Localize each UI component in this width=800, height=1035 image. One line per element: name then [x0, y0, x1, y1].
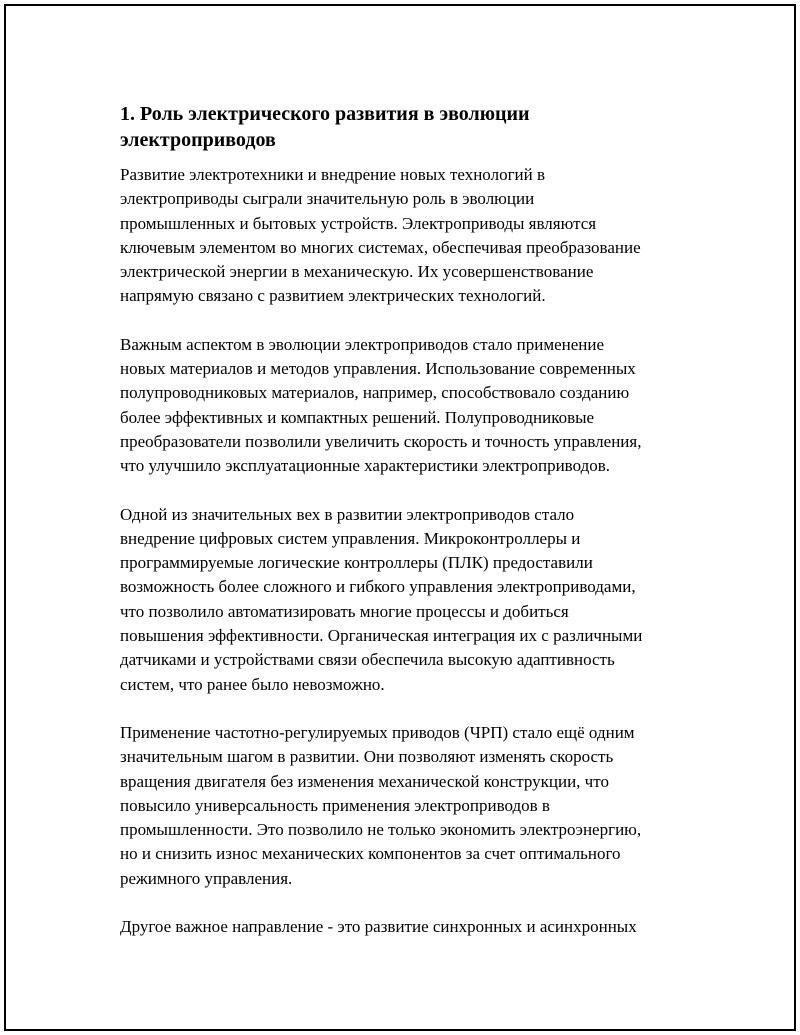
section-heading: 1. Роль электрического развития в эволюции электроприводов — [120, 103, 530, 151]
paragraph-2: Важным аспектом в эволюции электроприводов стало применение новых материалов и методов управления. Использование современных полупроводниковых материалов, например, способствовало созданию более эффективных и компактных решений. Полупроводниковые преобразователи позволили увеличить скорость и точность управления, что улучшило эксплуатационные характеристики электроприводов. — [120, 334, 642, 476]
paragraph-4: Применение частотно-регулируемых приводов (ЧРП) стало ещё одним значительным шагом в развитии. Они позволяют изменять скорость вращения двигателя без изменения механической конструкции, что повысило универсальность применения электроприводов в промышленности. Это позволило не только экономить электроэнергию, но и снизить износ механических компонентов за счет оптимального режимного управления. — [120, 722, 642, 888]
document-page — [4, 4, 796, 1031]
paragraph-1: Развитие электротехники и внедрение новых технологий в электроприводы сыграли значительную роль в эволюции промышленных и бытовых устройств. Электроприводы являются ключевым элементом во многих системах, обеспечивая преобразование электрической энергии в механическую. Их усовершенствование напрямую связано с развитием электрических технологий. — [120, 165, 641, 306]
paragraph-3: Одной из значительных вех в развитии электроприводов стало внедрение цифровых систем управления. Микроконтроллеры и программируемые логические контроллеры (ПЛК) предоставили возможность более сложного и гибкого управления электроприводами, что позволило автоматизировать многие процессы и добиться повышения эффективности. Органическая интеграция их с различными датчиками и устройствами связи обеспечила высокую адаптивность систем, что ранее было невозможно. — [120, 504, 643, 694]
paragraph-5: Другое важное направление - это развитие синхронных и асинхронных — [120, 917, 637, 937]
document-content — [120, 101, 700, 963]
